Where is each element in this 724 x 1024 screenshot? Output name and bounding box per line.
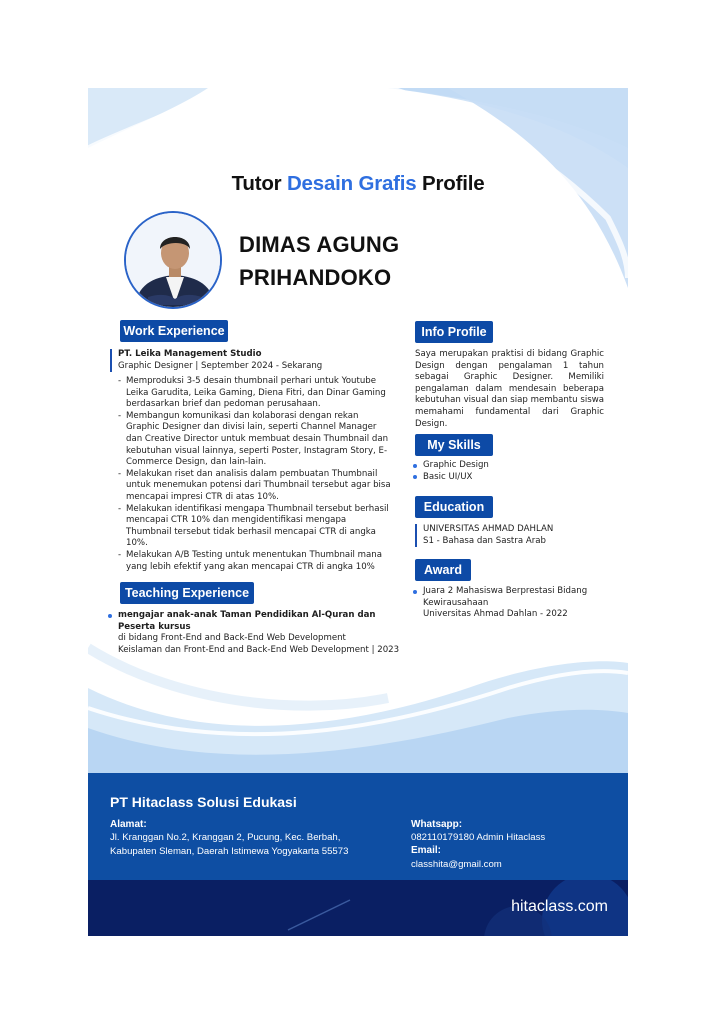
list-item: - Melakukan A/B Testing untuk menentukan Thumbnail mana yang lebih efektif yang akan mencapai CTR di angka 10% <box>116 550 394 573</box>
footer-company: PT Hitaclass Solusi Edukasi <box>110 794 297 810</box>
award-heading: Award <box>415 559 471 581</box>
resume-page <box>88 88 628 936</box>
education-block <box>415 524 605 547</box>
profile-photo <box>124 211 222 309</box>
list-item: Basic UI/UX <box>413 472 603 484</box>
education-degree: S1 - Bahasa dan Sastra Arab <box>423 535 546 546</box>
info-profile-text: Saya merupakan praktisi di bidang Graphic Design dengan pengalaman 1 tahun sebagai Graphic Designer. Memiliki pengalaman dalam mendesain beberapa kebutuhan visual dan siap membantu siswa memahami fundamental dari Graphic Design. <box>415 349 604 429</box>
footer-email-label: Email: <box>411 845 442 856</box>
teaching-block <box>108 610 408 656</box>
education-heading: Education <box>415 496 493 518</box>
list-item: - Membangun komunikasi dan kolaborasi dengan rekan Graphic Designer dan divisi lain, seperti Channel Manager dan Creative Director untuk membuat desain Thumbnail dan kebutuhan visual lainnya, seperti Poster, Instagram Story, E-Commerce Design, dan lain-lain. <box>116 411 394 469</box>
name-line-1: DIMAS AGUNG <box>239 232 400 257</box>
footer-address-line-1: Jl. Kranggan No.2, Kranggan 2, Pucung, Kec. Berbah, <box>110 832 341 843</box>
teaching-line-3: Keislaman dan Front-End and Back-End Web Development | 2023 <box>118 644 400 655</box>
award-line-2: Kewirausahaan <box>423 597 489 608</box>
footer-address-line-2: Kabupaten Sleman, Daerah Istimewa Yogyakarta 55573 <box>110 845 349 857</box>
award-line-1: Juara 2 Mahasiswa Berprestasi Bidang <box>413 586 608 598</box>
teaching-experience-heading: Teaching Experience <box>120 582 254 604</box>
list-item: - Melakukan identifikasi mengapa Thumbnail tersebut berhasil mencapai CTR 10% dan mengidentifikasi mengapa Thumbnail tersebut tidak berhasil mencapai CTR di angka 10%. <box>116 504 394 550</box>
person-portrait-icon <box>126 213 222 309</box>
work-company: PT. Leika Management Studio <box>118 349 262 359</box>
footer-email: classhita@gmail.com <box>411 859 502 870</box>
skills-list <box>413 460 603 483</box>
title-prefix: Tutor <box>231 172 282 195</box>
footer-website: hitaclass.com <box>511 898 608 915</box>
work-company-block <box>110 349 400 372</box>
list-item: Graphic Design <box>413 460 603 472</box>
teaching-title: mengajar anak-anak Taman Pendidikan Al-Quran dan Peserta kursus <box>118 610 376 632</box>
list-item: - Melakukan riset dan analisis dalam pembuatan Thumbnail untuk menemukan potensi dari Thumbnail tersebut agar bisa mencapai impresi CTR di atas 10%. <box>116 469 394 504</box>
title-accent: Desain Grafis <box>286 172 417 195</box>
name-line-2: PRIHANDOKO <box>239 265 392 290</box>
list-item: - Memproduksi 3-5 desain thumbnail perhari untuk Youtube Leika Garudita, Leika Gaming, Diena Fitri, dan Dinar Gaming berdasarkan brief dan pedoman perusahaan. <box>116 376 394 411</box>
award-line-3: Universitas Ahmad Dahlan - 2022 <box>423 609 568 620</box>
footer <box>88 773 628 936</box>
award-block <box>413 586 608 621</box>
education-school: UNIVERSITAS AHMAD DAHLAN <box>423 524 554 534</box>
footer-address <box>110 831 390 858</box>
work-role: Graphic Designer | September 2024 - Sekarang <box>118 360 323 371</box>
candidate-name <box>239 228 399 294</box>
work-duties-list <box>116 376 394 573</box>
footer-whatsapp-label: Whatsapp: <box>411 819 463 830</box>
teaching-line-2: di bidang Front-End and Back-End Web Development <box>118 633 346 644</box>
page-title <box>88 172 628 196</box>
title-suffix: Profile <box>422 172 485 195</box>
footer-address-label: Alamat: <box>110 819 147 830</box>
info-profile-heading: Info Profile <box>415 321 493 343</box>
footer-whatsapp: 082110179180 Admin Hitaclass <box>411 832 546 843</box>
my-skills-heading: My Skills <box>415 434 493 456</box>
work-experience-heading: Work Experience <box>120 320 228 342</box>
